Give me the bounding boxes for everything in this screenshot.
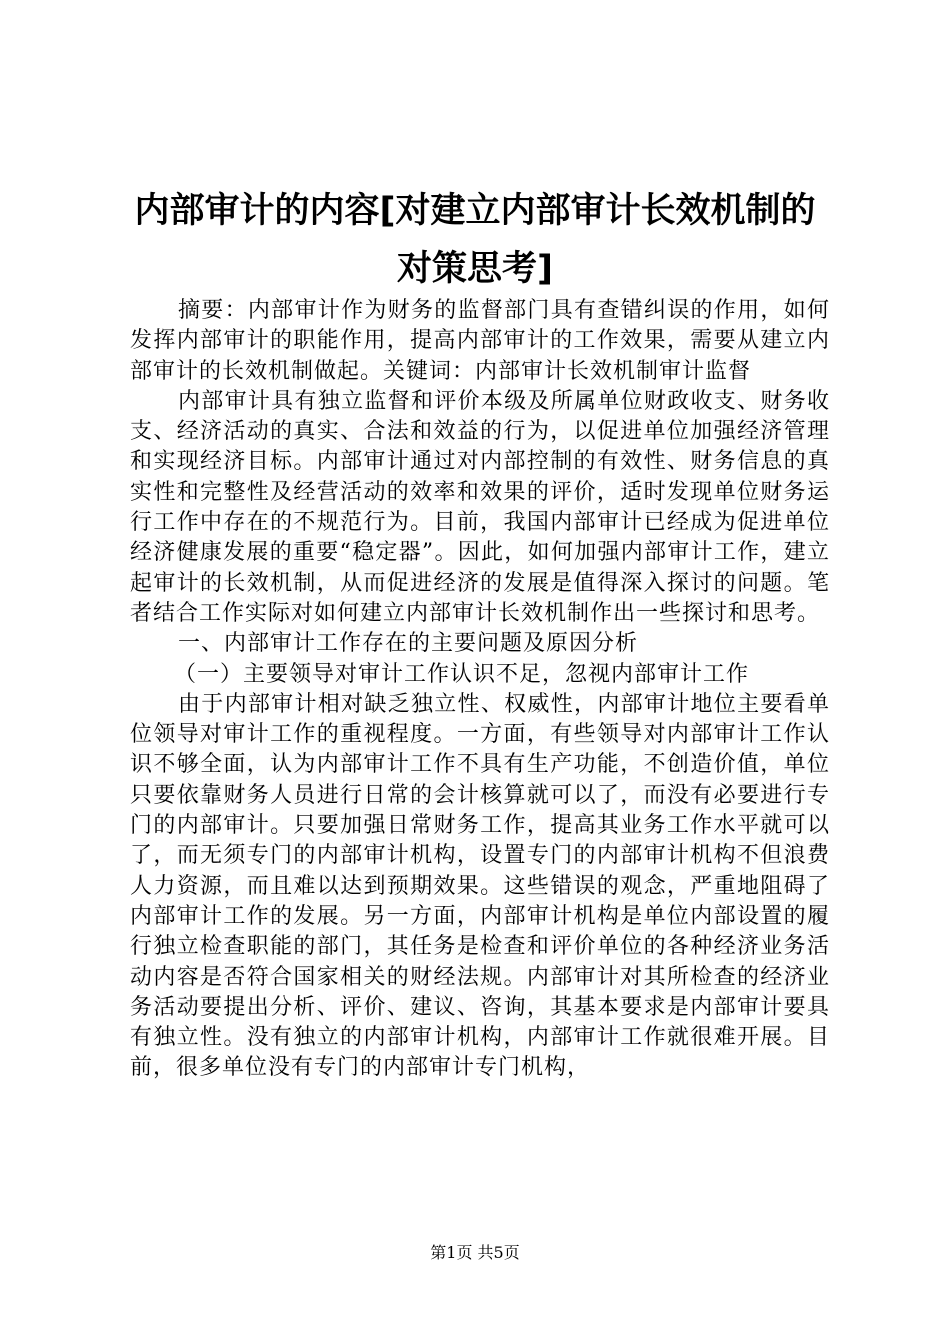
abstract-paragraph: 摘要：内部审计作为财务的监督部门具有查错纠误的作用，如何发挥内部审计的职能作用，提高内部审计的工作效果，需要从建立内部审计的长效机制做起。关键词：内部审计长效机制审计监督 [130, 298, 830, 384]
document-title [110, 182, 840, 298]
section-heading: 一、内部审计工作存在的主要问题及原因分析 [178, 631, 639, 657]
title-line-1: 内部审计的内容[对建立内部审计长效机制的 [134, 191, 816, 231]
document-body [130, 296, 830, 1084]
subsection-heading: （一）主要领导对审计工作认识不足，忽视内部审计工作 [174, 661, 750, 687]
title-line-2: 对策思考] [397, 249, 553, 289]
intro-paragraph: 内部审计具有独立监督和评价本级及所属单位财政收支、财务收支、经济活动的真实、合法和效益的行为，以促进单位加强经济管理和实现经济目标。内部审计通过对内部控制的有效性、财务信息的真实性和完整性及经营活动的效率和效果的评价，适时发现单位财务运行工作中存在的不规范行为。目前，我国内部审计已经成为促进单位经济健康发展的重要“稳定器”。因此，如何加强内部审计工作，建立起审计的长效机制，从而促进经济的发展是值得深入探讨的问题。笔者结合工作实际对如何建立内部审计长效机制作出一些探讨和思考。 [130, 388, 830, 626]
page-number-footer: 第1页 共5页 [430, 1243, 520, 1262]
body-paragraph: 由于内部审计相对缺乏独立性、权威性，内部审计地位主要看单位领导对审计工作的重视程度。一方面，有些领导对内部审计工作认识不够全面，认为内部审计工作不具有生产功能，不创造价值，单位只要依靠财务人员进行日常的会计核算就可以了，而没有必要进行专门的内部审计。只要加强日常财务工作，提高其业务工作水平就可以了，而无须专门的内部审计机构，设置专门的内部审计机构不但浪费人力资源，而且难以达到预期效果。这些错误的观念，严重地阻碍了内部审计工作的发展。另一方面，内部审计机构是单位内部设置的履行独立检查职能的部门，其任务是检查和评价单位的各种经济业务活动内容是否符合国家相关的财经法规。内部审计对其所检查的经济业务活动要提出分析、评价、建议、咨询，其基本要求是内部审计要具有独立性。没有独立的内部审计机构，内部审计工作就很难开展。目前，很多单位没有专门的内部审计专门机构， [130, 691, 830, 1081]
